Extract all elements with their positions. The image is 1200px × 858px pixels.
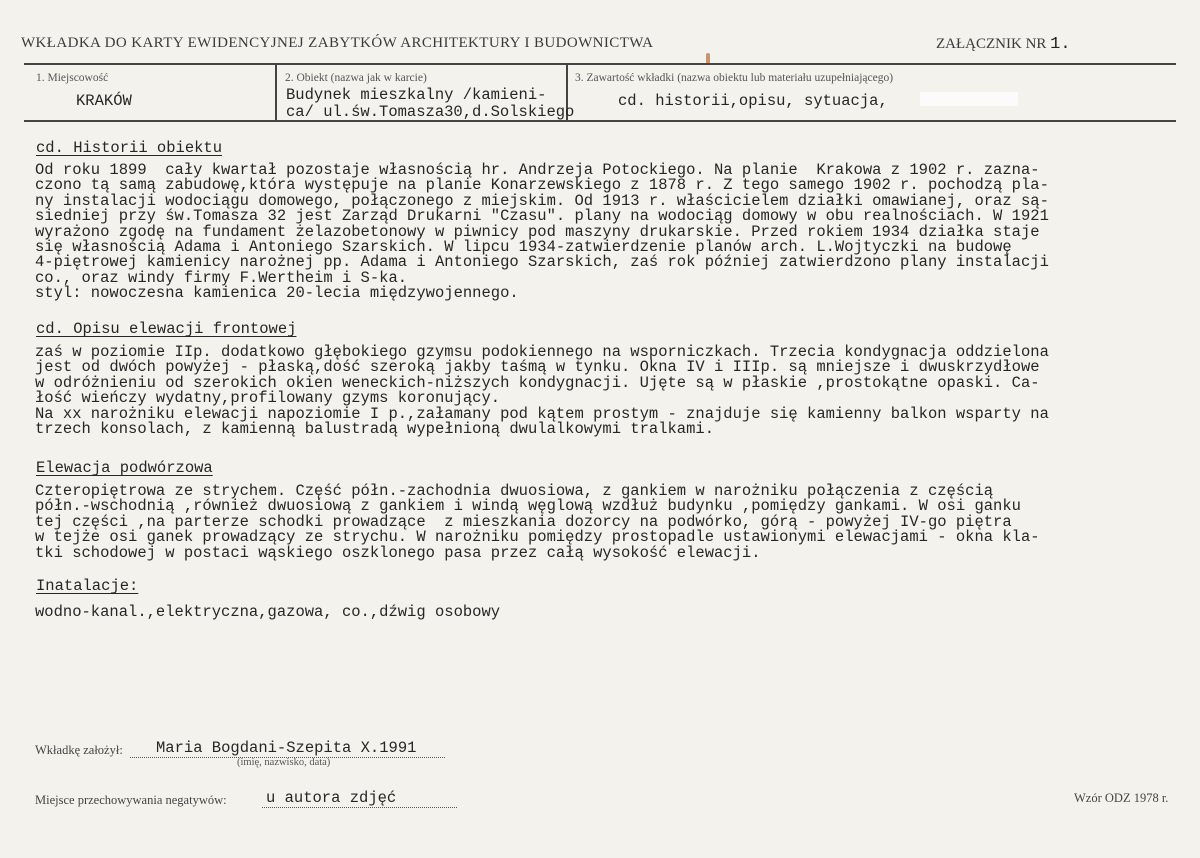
negatives-value: u autora zdjęć xyxy=(266,789,397,807)
section-text-front-elevation: zaś w poziomie IIp. dodatkowo głębokiego gzymsu podokiennego na wsporniczkach. Trzecia kondygnacja oddzielona jest od dwóch powyżej - płaską,dość szeroką jakby taśmą w tynku. Okna IV i IIIp. są mniejsze i dwuskrzydłowe w odróżnieniu od szerokich okien weneckich-niższych kondygnacji. Ujęte są w płaskie ,prostokątne opaski. Ca- łość wieńczy wydatny,profilowany gzyms koronujący. Na xx narożniku elewacji napoziomie I p.,załamany pod kątem prostym - znajduje się kamienny balkon wsparty na trzech konsolach, z kamienną balustradą wypełnioną dwulalkowymi tralkami. xyxy=(35,343,1049,439)
section-text-courtyard-elevation: Czteropiętrowa ze strychem. Część półn.-zachodnia dwuosiowa, z gankiem w narożniku połączenia z częścią półn.-wschodnią ,również dwuosiową z gankiem i windą węglową wzdłuż budynku ,pomiędzy gankami. W osi ganku tej części ,na parterze schodki prowadzące z mieszkania dozorcy na podwórko, górą - powyżej IV-go piętra w tejże osi ganek prowadzący ze strychu. W narożniku pomiędzy prostopadle ustawionymi elewacjami - okna kla- tki schodowej w postaci wąskiego oszklonego pasa przez całą wysokość elewacji. xyxy=(35,482,1040,562)
redaction-mark xyxy=(920,92,1018,106)
author-label: Wkładkę założył: xyxy=(35,743,123,757)
form-title: WKŁADKA DO KARTY EWIDENCYJNEJ ZABYTKÓW ARCHITEKTURY I BUDOWNICTWA xyxy=(21,35,654,51)
fields-bottom-rule xyxy=(24,120,1176,122)
top-rule xyxy=(24,63,1176,65)
locality-value: KRAKÓW xyxy=(76,92,132,110)
field-divider-1 xyxy=(275,63,277,122)
negatives-label: Miejsce przechowywania negatywów: xyxy=(35,793,227,807)
annex-label xyxy=(936,35,1071,54)
section-heading-installations: Inatalacje: xyxy=(36,577,139,595)
object-value-line1: Budynek mieszkalny /kamieni- xyxy=(286,86,547,104)
author-caption: (imię, nazwisko, data) xyxy=(237,757,331,768)
annex-label-text: ZAŁĄCZNIK NR xyxy=(936,36,1047,52)
contents-value: cd. historii,opisu, sytuacja, xyxy=(618,92,888,110)
locality-label: 1. Miejscowość xyxy=(36,72,109,84)
author-value: Maria Bogdani-Szepita X.1991 xyxy=(156,739,417,757)
annex-number: 1. xyxy=(1050,35,1071,54)
contents-label: 3. Zawartość wkładki (nazwa obiektu lub materiału uzupełniającego) xyxy=(575,72,894,84)
section-text-history: Od roku 1899 cały kwartał pozostaje własnością hr. Andrzeja Potockiego. Na planie Krakowa z 1902 r. zazna- czono tą samą zabudowę,która występuje na planie Konarzewskiego z 1878 r. Z tego samego 1902 r. pochodzą pla- ny instalacji wodociągu domowego, połączonego z miejskim. Od 1913 r. właścicielem działki omawianej, oraz są- siedniej przy św.Tomasza 32 jest Zarząd Drukarni "Czasu". plany na wodociąg domowy w obu realnościach. W 1921 wyrażono zgodę na fundament żelazobetonowy w piwnicy pod maszyny drukarskie. Przed rokiem 1934 działka staje się własnością Adama i Antoniego Szarskich. W lipcu 1934-zatwierdzenie planów arch. L.Wojtyczki na budowę 4-piętrowej kamienicy narożnej pp. Adama i Antoniego Szarskich, zaś rok później zatwierdzono plany instalacji co., oraz windy firmy F.Wertheim i S-ka. styl: nowoczesna kamienica 20-lecia międzywojennego. xyxy=(35,161,1049,303)
section-heading-history: cd. Historii obiektu xyxy=(36,139,223,157)
object-label: 2. Obiekt (nazwa jak w karcie) xyxy=(285,72,427,84)
form-template-label: Wzór ODZ 1978 r. xyxy=(1074,791,1169,805)
section-text-installations: wodno-kanal.,elektryczna,gazowa, co.,dźwig osobowy xyxy=(35,603,501,621)
section-heading-front-elevation: cd. Opisu elewacji frontowej xyxy=(36,320,297,338)
object-value-line2: ca/ ul.św.Tomasza30,d.Solskiego xyxy=(286,103,575,121)
section-heading-courtyard-elevation: Elewacja podwórzowa xyxy=(36,459,213,477)
